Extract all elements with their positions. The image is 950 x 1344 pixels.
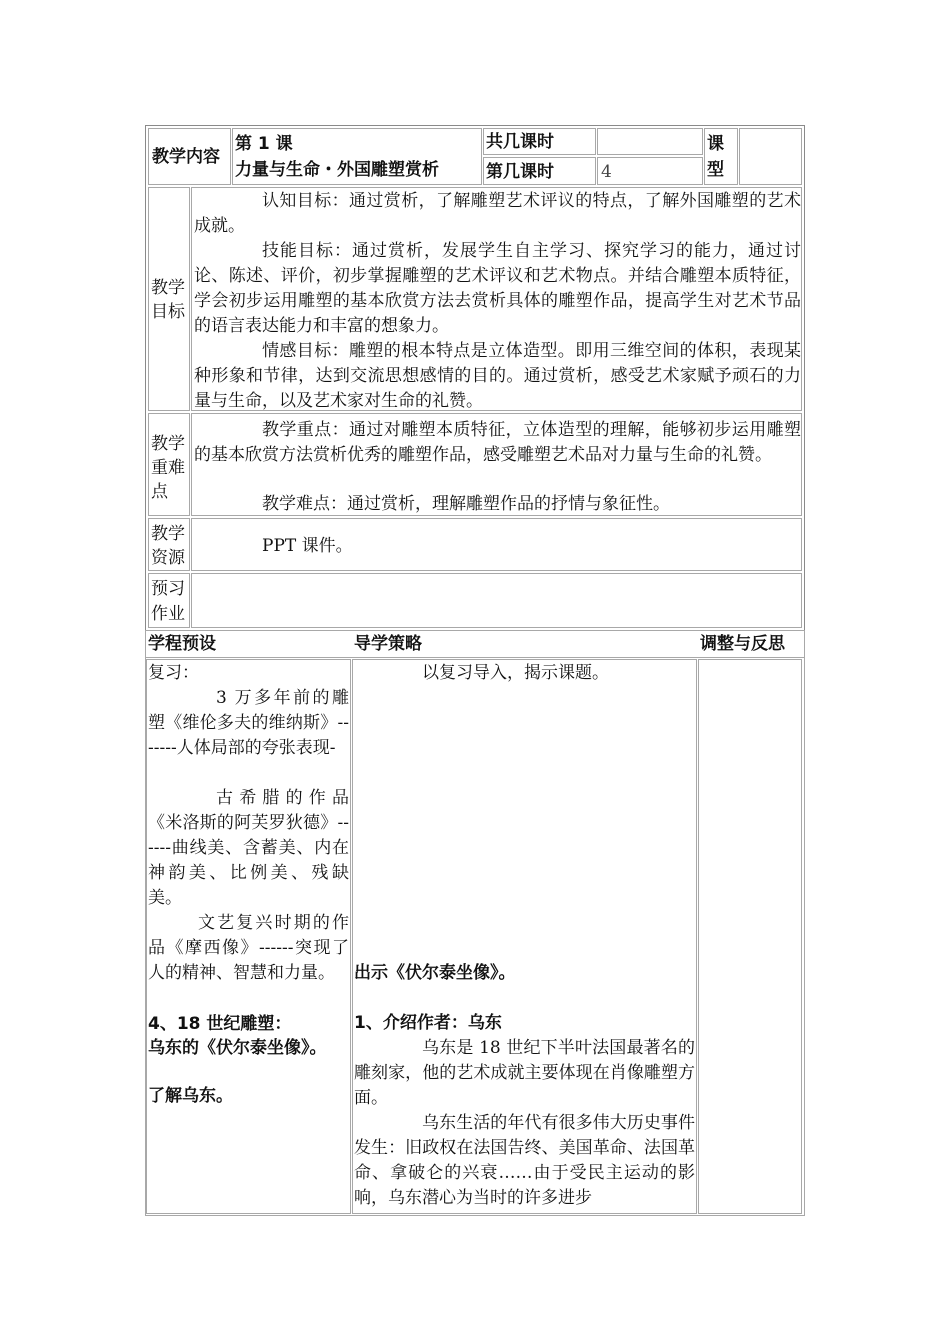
lesson-title-cell [232,128,482,185]
author-para-1: 乌东是 18 世纪下半叶法国最著名的雕刻家，他的艺术成就主要体现在肖像雕塑方面。 [354,1038,695,1108]
cognitive-goal: 认知目标：通过赏析，了解雕塑艺术评议的特点，了解外国雕塑的艺术成就。 [194,191,801,236]
resources-label-1: 教学 [151,524,185,544]
resources-content-cell [191,518,802,571]
keypoints-label-2: 重难 [151,458,185,478]
author-intro-heading: 1、介绍作者：乌东 [354,1013,502,1033]
difficult-point: 教学难点：通过赏析，理解雕塑作品的抒情与象征性。 [262,494,670,514]
which-hour-value: 4 [601,162,612,182]
author-para-2: 乌东生活的年代有很多伟大历史事件发生：旧政权在法国告终、美国革命、法国革命、拿破仑的兴衰……由于受民主运动的影响，乌东潜心为当时的许多进步 [354,1113,695,1208]
course-type-label-cell [704,128,738,185]
key-point: 教学重点：通过对雕塑本质特征，立体造型的理解，能够初步运用雕塑的基本欣赏方法赏析优秀的雕塑作品，感受雕塑艺术品对力量与生命的礼赞。 [194,420,801,465]
review-item-3: 文艺复兴时期的作品《摩西像》------突现了人的精神、智慧和力量。 [148,913,349,983]
preview-content-cell [191,573,802,628]
review-item-2: 古希腊的作品《米洛斯的阿芙罗狄德》------曲线美、含蓄美、内在神韵美、比例美、残缺美。 [148,788,349,908]
resources-value: PPT 课件。 [262,536,353,556]
preview-label-2: 作业 [151,604,185,624]
table-bottom-edge [145,1215,805,1216]
goals-content-cell [191,187,802,411]
goals-label-cell [148,187,190,411]
course-type-value-cell [739,128,802,185]
col1-header: 学程预设 [148,634,216,654]
col2-header: 导学策略 [354,634,422,654]
which-hour-value-cell [597,157,703,185]
skill-goal: 技能目标：通过赏析，发展学生自主学习、探究学习的能力，通过讨论、陈述、评价，初步掌握雕塑的艺术评议和艺术物点。并结合雕塑本质特征，学会初步运用雕塑的基本欣赏方法去赏析具体的雕塑作品，提高学生对艺术节品的语言表达能力和丰富的想象力。 [194,241,801,336]
keypoints-label-cell [148,413,190,516]
preview-label-1: 预习 [151,579,185,599]
keypoints-label-1: 教学 [151,434,185,454]
total-hours-value-cell [597,128,703,155]
lesson-number: 第 1 课 [235,134,293,154]
show-sculpture: 出示《伏尔泰坐像》。 [354,963,516,983]
resources-label-2: 资源 [151,548,185,568]
intro-strategy: 以复习导入，揭示课题。 [422,663,609,683]
keypoints-content-cell [191,413,802,516]
sculpture-title: 乌东的《伏尔泰坐像》。 [148,1038,327,1058]
which-hour-label-cell [483,157,596,185]
which-hour-label: 第几课时 [486,162,554,182]
preview-label-cell [148,573,190,628]
lesson-title: 力量与生命・外国雕塑赏析 [235,160,439,180]
table-right-edge [804,630,805,1216]
course-type-label-1: 课 [707,134,724,154]
course-type-label-2: 型 [707,160,724,180]
resources-label-cell [148,518,190,571]
review-label: 复习： [148,663,199,683]
columns-top-border [145,630,805,631]
emotion-goal: 情感目标：雕塑的根本特点是立体造型。即用三维空间的体积，表现某种形象和节律，达到交流思想感情的目的。通过赏析，感受艺术家赋予顽石的力量与生命，以及艺术家对生命的礼赞。 [194,341,801,411]
goals-label-2: 目标 [151,302,185,322]
total-hours-label: 共几课时 [486,132,554,152]
col2-cell [352,659,697,1214]
content-label: 教学内容 [152,147,220,167]
col3-cell [698,659,802,1214]
col1-cell [146,659,351,1214]
keypoints-label-3: 点 [151,482,168,502]
review-item-1: 3 万多年前的雕塑《维伦多夫的维纳斯》-------人体局部的夸张表现- [148,688,349,758]
header-bottom-border [145,657,805,658]
content-label-cell [148,128,231,185]
learn-houdon: 了解乌东。 [148,1086,233,1106]
total-hours-label-cell [483,128,596,155]
section-heading: 4、18 世纪雕塑： [148,1014,292,1034]
goals-label-1: 教学 [151,278,185,298]
table-left-edge [145,630,146,1216]
col3-header: 调整与反思 [700,634,785,654]
